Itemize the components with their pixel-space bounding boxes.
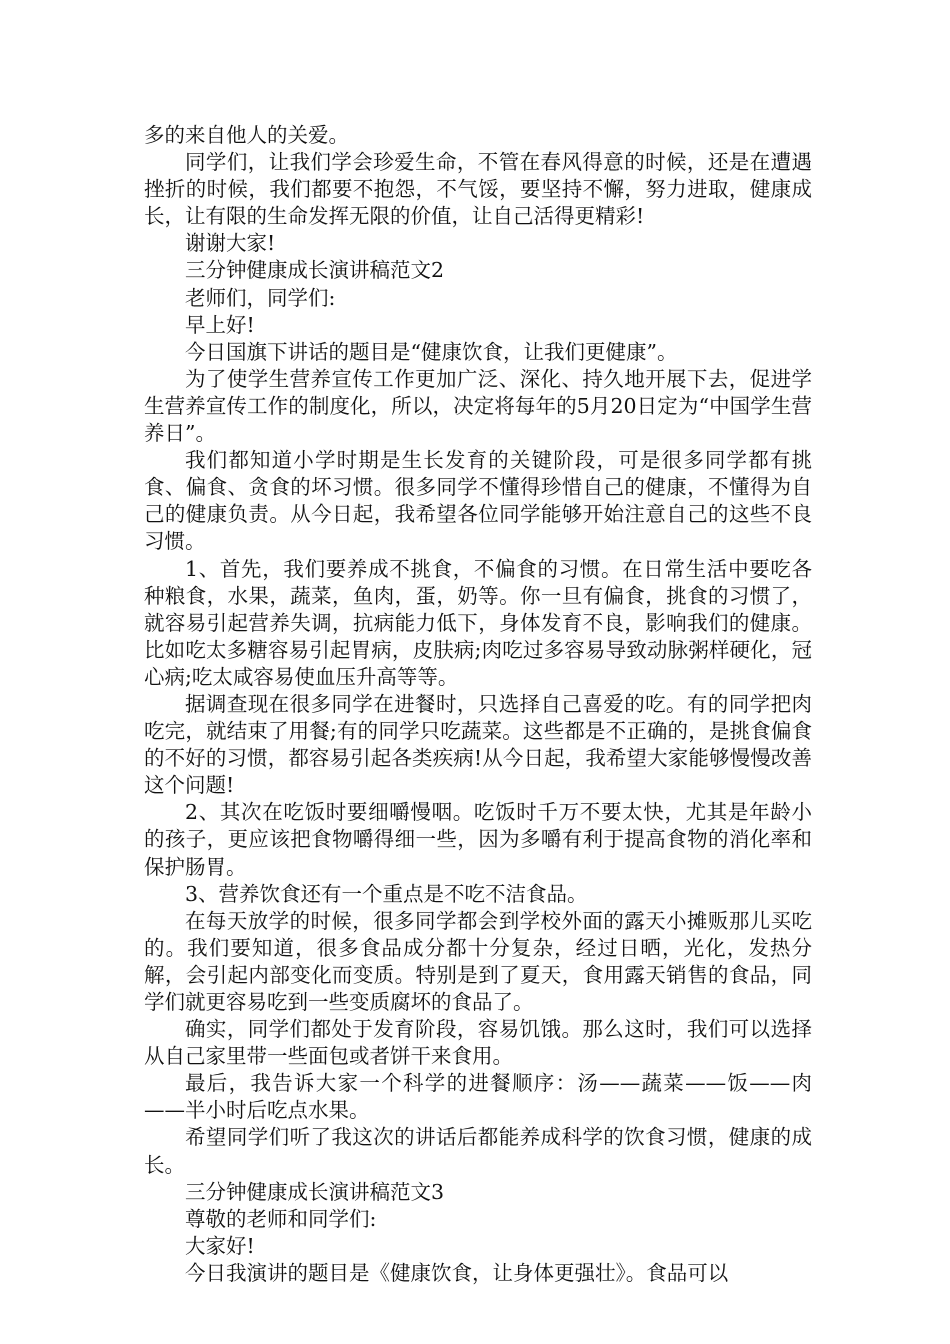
paragraph-greeting-2: 大家好! [185,1233,255,1258]
section-heading-2: 三分钟健康成长演讲稿范文2 [185,258,445,283]
paragraph-salutation-2: 尊敬的老师和同学们: [185,1206,377,1231]
paragraph-salutation: 老师们，同学们: [185,285,336,310]
document-body [144,122,812,1287]
paragraph-11: 据调查现在很多同学在进餐时，只选择自己喜爱的吃。有的同学把肉吃完，就结束了用餐;有的同学只吃蔬菜。这些都是不正确的，是挑食偏食的不好的习惯，都容易引起各类疾病!从今日起，我希望大家能够慢慢改善这个问题! [144,691,812,798]
paragraph-17: 希望同学们听了我这次的讲话后都能养成科学的饮食习惯，健康的成长。 [144,1125,812,1177]
paragraph-10: 1、首先，我们要养成不挑食，不偏食的习惯。在日常生活中要吃各种粮食，水果，蔬菜，鱼肉，蛋，奶等。你一旦有偏食，挑食的习惯了，就容易引起营养失调，抗病能力低下，身体发育不良，影响我们的健康。比如吃太多糖容易引起胃病，皮肤病;肉吃过多容易导致动脉粥样硬化，冠心病;吃太咸容易使血压升高等等。 [144,556,812,689]
paragraph-21: 今日我演讲的题目是《健康饮食，让身体更强壮》。食品可以 [185,1260,729,1285]
paragraph-3: 谢谢大家! [185,231,276,256]
paragraph-greeting: 早上好! [185,312,255,337]
paragraph-13: 3、营养饮食还有一个重点是不吃不洁食品。 [185,881,588,906]
paragraph-2: 同学们，让我们学会珍爱生命，不管在春风得意的时候，还是在遭遇挫折的时候，我们都要不抱怨，不气馁，要坚持不懈，努力进取，健康成长，让有限的生命发挥无限的价值，让自己活得更精彩! [144,150,812,229]
paragraph-14: 在每天放学的时候，很多同学都会到学校外面的露天小摊贩那儿买吃的。我们要知道，很多食品成分都十分复杂，经过日晒，光化，发热分解，会引起内部变化而变质。特别是到了夏天，食用露天销售的食品，同学们就更容易吃到一些变质腐坏的食品了。 [144,908,812,1014]
paragraph-7: 今日国旗下讲话的题目是“健康饮食，让我们更健康”。 [185,339,678,364]
paragraph-8: 为了使学生营养宣传工作更加广泛、深化、持久地开展下去，促进学生营养宣传工作的制度化，所以，决定将每年的5月20日定为“中国学生营养日”。 [144,366,812,446]
paragraph-16: 最后，我告诉大家一个科学的进餐顺序：汤——蔬菜——饭——肉——半小时后吃点水果。 [144,1071,812,1123]
paragraph-1: 多的来自他人的关爱。 [144,123,349,147]
paragraph-12: 2、其次在吃饭时要细嚼慢咽。吃饭时千万不要太快，尤其是年龄小的孩子，更应该把食物嚼得细一些，因为多嚼有利于提高食物的消化率和保护肠胃。 [144,800,812,879]
paragraph-15: 确实，同学们都处于发育阶段，容易饥饿。那么这时，我们可以选择从自己家里带一些面包或者饼干来食用。 [144,1017,812,1069]
section-heading-3: 三分钟健康成长演讲稿范文3 [185,1179,445,1204]
paragraph-9: 我们都知道小学时期是生长发育的关键阶段，可是很多同学都有挑食、偏食、贪食的坏习惯。很多同学不懂得珍惜自己的健康，不懂得为自己的健康负责。从今日起，我希望各位同学能够开始注意自己的这些不良习惯。 [144,448,812,554]
